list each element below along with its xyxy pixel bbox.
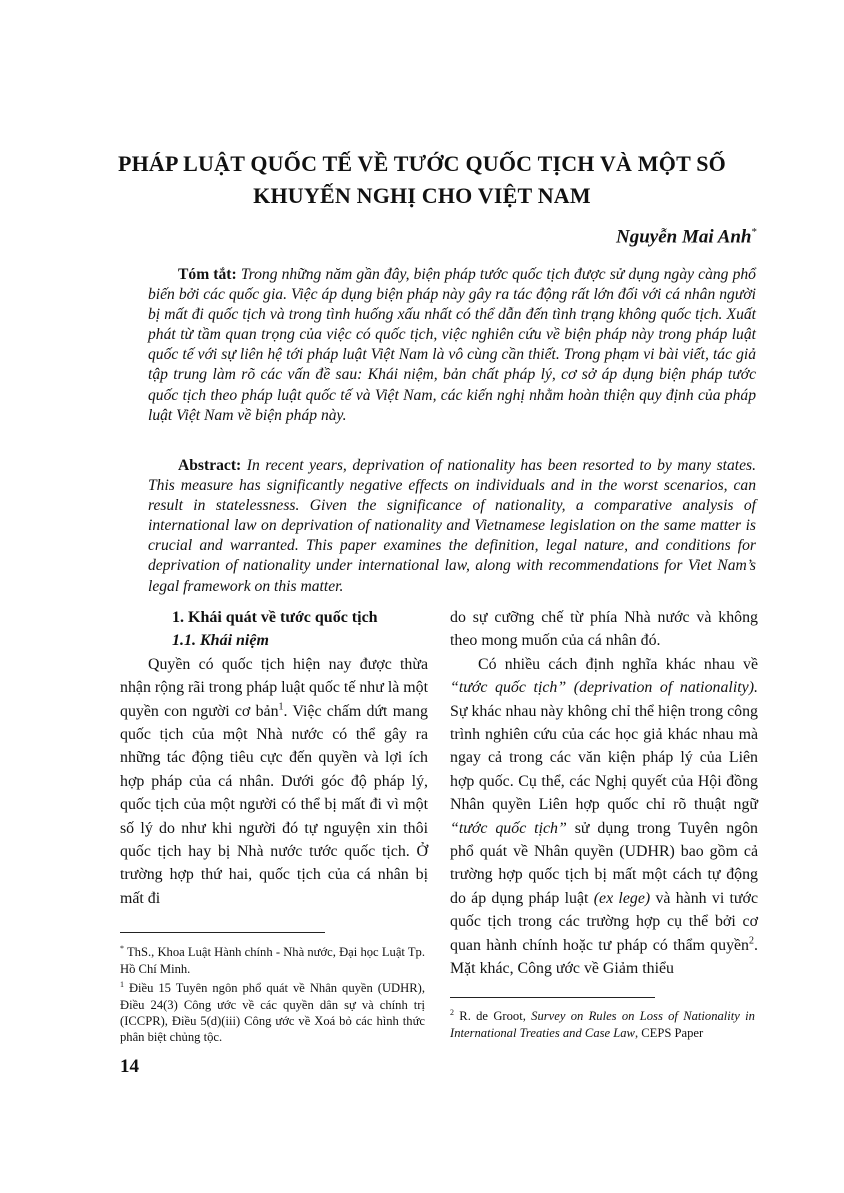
title-line-2: KHUYẾN NGHỊ CHO VIỆT NAM: [253, 183, 591, 208]
footnote-ref-2: 2: [749, 935, 755, 947]
footnote-author: [120, 941, 425, 977]
footnote-2-mark: 2: [450, 1008, 454, 1017]
abstract-en-text: In recent years, deprivation of nationality has been resorted to by many states. This measure has significantly negative effects on individuals and in the worst scenarios, can result in statelessness. Given the significance of nationality, a comparative analysis of international law on deprivation of nationality and Vietnamese legislation on the same matter is crucial and warranted. This paper examines the definition, legal nature, and conditions for deprivation of nationality under international law, along with recommendations for Viet Nam’s legal framework on this matter.: [148, 457, 756, 595]
right-p2-exlege: (ex lege): [593, 889, 651, 907]
left-p1-text-a: Quyền có quốc tịch hiện nay được thừa nhận rộng rãi trong pháp luật quốc tế như là một quyền con người cơ bản: [120, 655, 428, 720]
footnote-divider-left: [120, 932, 325, 933]
footnote-divider-right: [450, 997, 655, 998]
footnote-star-mark: *: [120, 944, 124, 953]
footnote-2-title: Survey on Rules on Loss of Nationality in International Treaties and Case Law: [450, 1009, 755, 1040]
left-paragraph: [120, 653, 428, 910]
section-heading: 1. Khái quát về tước quốc tịch: [172, 609, 378, 626]
right-p2-term2: “tước quốc tịch”: [450, 819, 567, 837]
right-column: [450, 606, 758, 981]
footnote-1-text: Điều 15 Tuyên ngôn phổ quát về Nhân quyền (UDHR), Điều 24(3) Công ước về các quyền dân sự và chính trị (ICCPR), Điều 5(d)(iii) Công ước về Xoá bỏ các hình thức phân biệt chủng tộc.: [120, 981, 425, 1045]
footnote-2: [450, 1005, 755, 1041]
right-paragraph: [450, 653, 758, 981]
abstract-vi-text: Trong những năm gần đây, biện pháp tước quốc tịch được sử dụng ngày càng phổ biến bởi các quốc gia. Việc áp dụng biện pháp này gây ra tác động rất lớn đối với cá nhân người bị mất đi quốc tịch và trong tình huống xấu nhất có thể dẫn đến tình trạng không quốc tịch. Xuất phát từ tầm quan trọng của việc có quốc tịch, việc nghiên cứu về biện pháp này trong pháp luật quốc tế với sự liên hệ tới pháp luật Việt Nam là vô cùng cần thiết. Trong phạm vi bài viết, tác giả tập trung làm rõ các vấn đề sau: Khái niệm, bản chất pháp lý, cơ sở áp dụng biện pháp tước quốc tịch theo pháp luật quốc tế và Việt Nam, các kiến nghị nhằm hoàn thiện quy định của pháp luật Việt Nam về biện pháp này.: [148, 266, 756, 424]
footnotes-left: [120, 941, 425, 1046]
right-p2-term: “tước quốc tịch” (deprivation of nationality).: [450, 679, 758, 697]
footnotes-right: [450, 1005, 755, 1041]
footnote-2-text-b: , CEPS Paper: [634, 1025, 704, 1040]
page-number: 14: [120, 1056, 139, 1077]
abstract-english: [148, 456, 756, 597]
abstract-vietnamese: [148, 265, 756, 426]
right-p2-text-a: Có nhiều cách định nghĩa khác nhau về: [478, 655, 758, 673]
right-p2-text-b: Sự khác nhau này không chỉ thể hiện trong công trình nghiên cứu của các học giả khác nhau mà ngay cả trong các văn kiện pháp lý của Liên hợp quốc. Cụ thể, các Nghị quyết của Hội đồng Nhân quyền Liên hợp quốc chỉ rõ thuật ngữ: [450, 702, 758, 814]
footnote-1: [120, 977, 425, 1046]
article-title: [90, 148, 754, 212]
subsection-heading: 1.1. Khái niệm: [172, 632, 269, 650]
abstract-vi-label: Tóm tắt:: [178, 266, 237, 283]
title-line-1: PHÁP LUẬT QUỐC TẾ VỀ TƯỚC QUỐC TỊCH VÀ MỘT SỐ: [117, 151, 726, 176]
footnote-star-text: ThS., Khoa Luật Hành chính - Nhà nước, Đại học Luật Tp. Hồ Chí Minh.: [120, 945, 426, 976]
right-p2-text-d: và hành vi tước quốc tịch trong các trường hợp cụ thể bởi cơ quan hành chính hoặc tư pháp có thẩm quyền: [450, 889, 758, 954]
right-continuation: do sự cưỡng chế từ phía Nhà nước và không theo mong muốn của cá nhân đó.: [450, 609, 758, 650]
author-text: Nguyễn Mai Anh: [616, 226, 752, 248]
right-p2-text-c: sử dụng trong Tuyên ngôn phổ quát về Nhân quyền (UDHR) bao gồm cả trường hợp quốc tịch bị mất một cách tự động do áp dụng pháp luật: [450, 819, 758, 907]
footnote-ref-1: 1: [278, 701, 284, 713]
right-p2-text-e: . Mặt khác, Công ước về Giảm thiểu: [450, 936, 758, 978]
author-footnote-mark: *: [751, 226, 757, 238]
left-column: [120, 606, 428, 910]
footnote-1-mark: 1: [120, 980, 124, 989]
author-name: [616, 226, 757, 248]
footnote-2-text-a: R. de Groot,: [459, 1009, 532, 1024]
left-p1-text-b: . Việc chấm dứt mang quốc tịch của một Nhà nước có thể gây ra những tác động tiêu cực đến quyền và lợi ích hợp pháp của cá nhân. Dưới góc độ pháp lý, quốc tịch của một người có thể bị mất đi vì một số lý do như khi người đó tự nguyện xin thôi quốc tịch hay bị Nhà nước tước quốc tịch. Ở trường hợp thứ hai, quốc tịch của cá nhân bị mất đi: [120, 702, 429, 907]
abstract-en-label: Abstract:: [178, 457, 242, 474]
